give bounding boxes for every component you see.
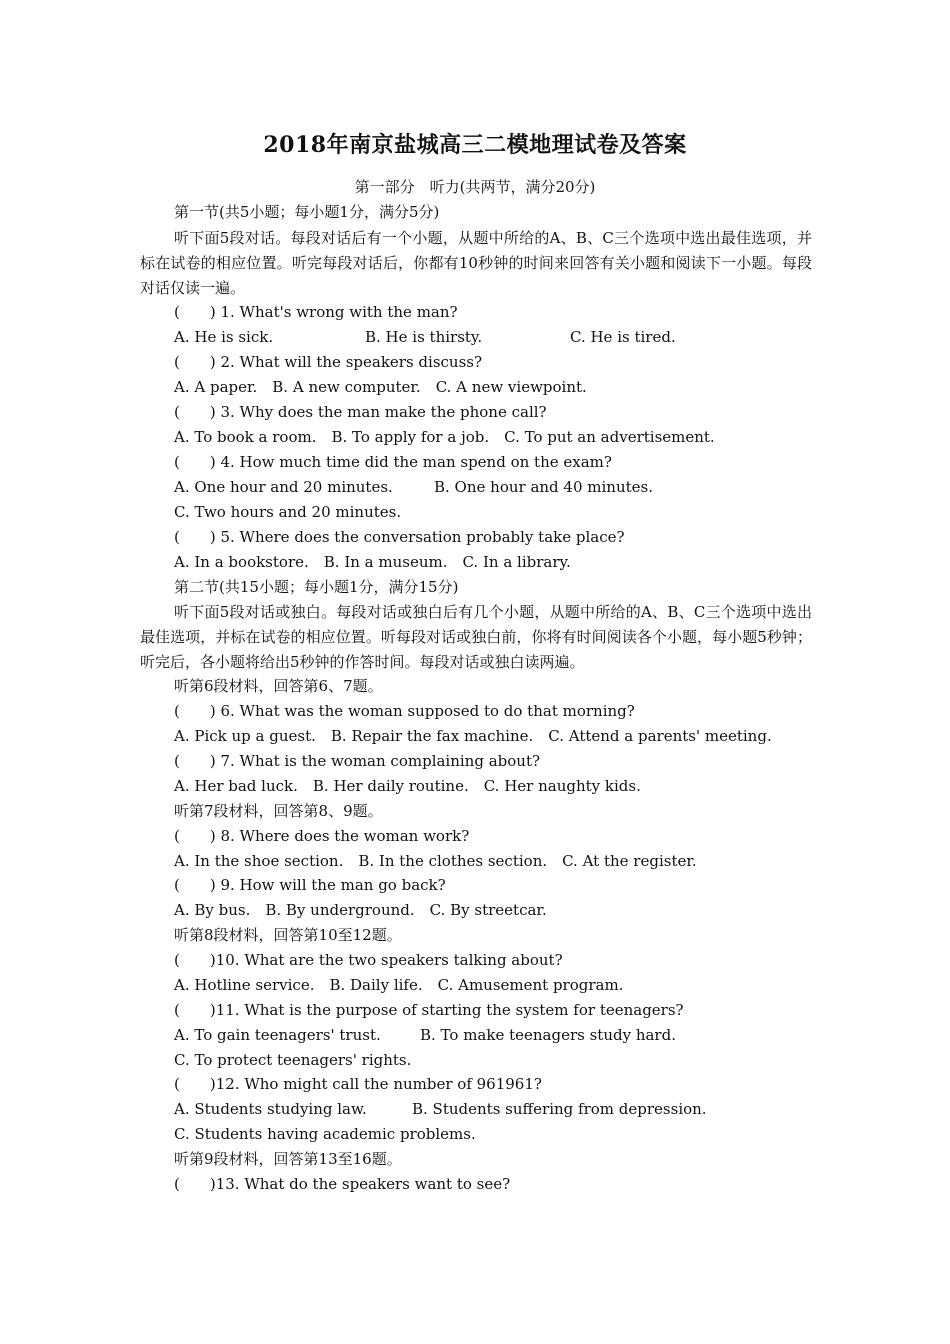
question-3: ( ) 3. Why does the man make the phone call? [174, 403, 547, 421]
section1-instructions: 听下面5段对话。每段对话后有一个小题，从题中所给的A、B、C三个选项中选出最佳选项，并标在试卷的相应位置。听完每段对话后，你都有10秒钟的时间来回答有关小题和阅读下一小题。每段对话仅读一遍。 [140, 229, 812, 297]
q12-option-a: A. Students studying law. [174, 1100, 367, 1118]
q1-option-a: A. He is sick. [174, 328, 274, 346]
q12-option-c: C. Students having academic problems. [174, 1125, 476, 1143]
q1-option-b: B. He is thirsty. [365, 328, 483, 346]
section2-heading: 第二节(共15小题；每小题1分，满分15分) [174, 578, 459, 596]
q9-options: A. By bus. B. By underground. C. By streetcar. [174, 901, 547, 919]
question-12: ( )12. Who might call the number of 961961? [174, 1075, 542, 1093]
q11-option-a: A. To gain teenagers' trust. [174, 1026, 381, 1044]
material-7-heading: 听第7段材料，回答第8、9题。 [174, 802, 383, 820]
question-7: ( ) 7. What is the woman complaining about? [174, 752, 541, 770]
material-9-heading: 听第9段材料，回答第13至16题。 [174, 1150, 402, 1168]
document-title: 2018年南京盐城高三二模地理试卷及答案 [263, 132, 687, 158]
q1-option-c: C. He is tired. [570, 328, 676, 346]
q4-option-b: B. One hour and 40 minutes. [434, 478, 653, 496]
material-8-heading: 听第8段材料，回答第10至12题。 [174, 926, 402, 944]
question-6: ( ) 6. What was the woman supposed to do that morning? [174, 702, 635, 720]
question-8: ( ) 8. Where does the woman work? [174, 827, 470, 845]
question-5: ( ) 5. Where does the conversation probably take place? [174, 528, 625, 546]
q3-options: A. To book a room. B. To apply for a job. C. To put an advertisement. [174, 428, 715, 446]
q10-options: A. Hotline service. B. Daily life. C. Amusement program. [174, 976, 624, 994]
q4-option-a: A. One hour and 20 minutes. [174, 478, 393, 496]
question-10: ( )10. What are the two speakers talking about? [174, 951, 563, 969]
section2-instructions: 听下面5段对话或独白。每段对话或独白后有几个小题，从题中所给的A、B、C三个选项中选出最佳选项，并标在试卷的相应位置。听每段对话或独白前，你将有时间阅读各个小题，每小题5秒钟；听完后，各小题将给出5秒钟的作答时间。每段对话或独白读两遍。 [140, 603, 812, 671]
q11-option-b: B. To make teenagers study hard. [420, 1026, 676, 1044]
q2-options: A. A paper. B. A new computer. C. A new viewpoint. [174, 378, 587, 396]
q7-options: A. Her bad luck. B. Her daily routine. C. Her naughty kids. [174, 777, 641, 795]
q8-options: A. In the shoe section. B. In the clothes section. C. At the register. [174, 852, 697, 870]
part-heading: 第一部分 听力(共两节，满分20分) [354, 178, 596, 196]
q11-option-c: C. To protect teenagers' rights. [174, 1051, 412, 1069]
section1-heading: 第一节(共5小题；每小题1分，满分5分) [174, 203, 440, 221]
question-13: ( )13. What do the speakers want to see? [174, 1175, 511, 1193]
q6-options: A. Pick up a guest. B. Repair the fax machine. C. Attend a parents' meeting. [174, 727, 772, 745]
q5-options: A. In a bookstore. B. In a museum. C. In a library. [174, 553, 571, 571]
material-6-heading: 听第6段材料，回答第6、7题。 [174, 677, 383, 695]
q12-option-b: B. Students suffering from depression. [412, 1100, 707, 1118]
question-2: ( ) 2. What will the speakers discuss? [174, 353, 483, 371]
question-11: ( )11. What is the purpose of starting the system for teenagers? [174, 1001, 684, 1019]
question-9: ( ) 9. How will the man go back? [174, 876, 446, 894]
question-1: ( ) 1. What's wrong with the man? [174, 303, 458, 321]
question-4: ( ) 4. How much time did the man spend on the exam? [174, 453, 612, 471]
q4-option-c: C. Two hours and 20 minutes. [174, 503, 402, 521]
